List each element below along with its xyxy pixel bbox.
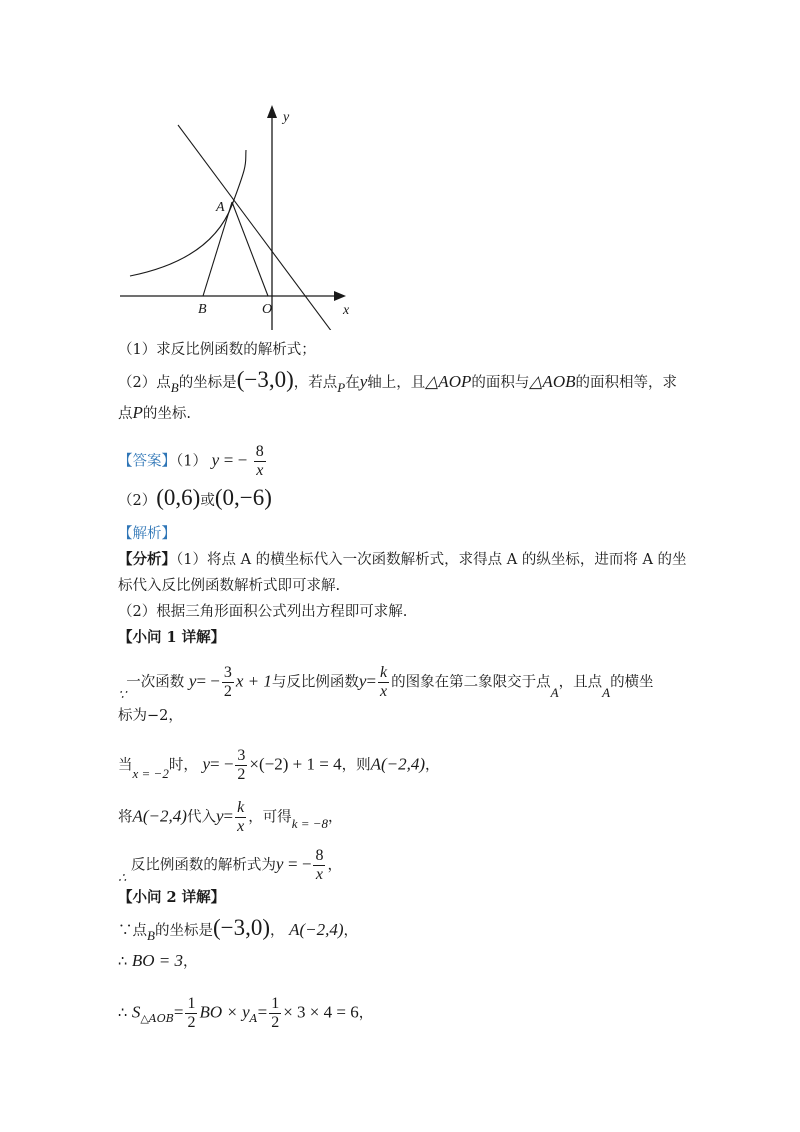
answer-tag: 【答案】 [118,453,176,470]
function-graph-figure [0,0,800,330]
analysis-tag: 【解析】 [118,526,176,542]
question-2-line-1: （2）点B的坐标是(−3,0)，若点P在y轴上，且△AOP的面积与△AOB的面积相等，求 [118,367,677,395]
segment-ao [232,202,268,296]
fenxi-line-2: 标代入反比例函数解析式即可求解. [118,578,341,594]
xiaowen-1-line-5: ∴ 反比例函数的解析式为y = − $\frac{8}{x}$ ， [118,847,342,885]
xiaowen-1-line-2: 标为−2， [118,708,183,724]
fenxi-line-1: 【分析】（1）将点 A 的横坐标代入一次函数解析式，求得点 A 的纵坐标，进而将 A 的坐 [118,551,687,568]
xiaowen-2-line-1: ∵点B的坐标是(−3,0)， A(−2,4)， [118,915,359,943]
label-a: A [216,200,225,215]
question-2-line-2: 点P的坐标. [118,403,191,422]
xiaowen-2-line-3: ∴ $S_{\triangle AOB}=$ $\frac{1}{2}$ BO × $y_A=$ $\frac{1}{2}$ × 3 × 4 = 6， [118,995,374,1031]
xiaowen-1-tag: 【小问 1 详解】 [118,629,226,646]
label-b: B [198,302,207,317]
xiaowen-2-tag: 【小问 2 详解】 [118,889,226,906]
label-x: x [343,303,350,318]
label-o: O [262,302,273,317]
answer-line-1: 【答案】（1） y = − $\frac{8}{x}$ [118,443,264,479]
xiaowen-1-line-4: 将A(−2,4)代入y= $\frac{k}{x}$ ，可得k = −8， [118,799,343,835]
xiaowen-1-line-1: ∵一次函数 y= − $\frac{3}{2}$ x + 1与反比例函数y= $\frac{k}{x}$ 的图象在第二象限交于点A，且点A的横坐 [118,664,654,702]
segment-ab [203,202,232,296]
fenxi-line-3: （2）根据三角形面积公式列出方程即可求解. [118,604,408,620]
linear-function-line [178,125,335,330]
question-1: （1）求反比例函数的解析式； [118,342,316,358]
answer-line-2: （2）(0,6)或(0,−6) [118,485,272,510]
x-axis-arrow [334,291,346,301]
label-y: y [283,110,290,125]
y-axis-arrow [267,105,277,118]
xiaowen-1-line-3: 当x = −2时， y= − $\frac{3}{2}$ ×(−2) + 1 = 4，则A(−2,4)， [118,747,440,783]
xiaowen-2-line-2: ∴ BO = 3， [118,951,198,970]
